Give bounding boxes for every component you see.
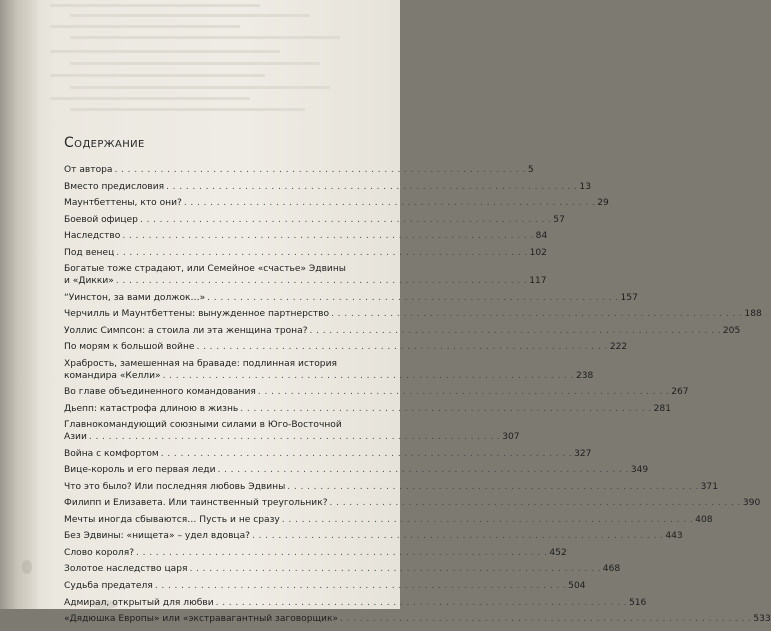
- toc-page-number: 205: [722, 325, 741, 336]
- toc-page-number: 29: [597, 198, 609, 209]
- toc-entry-title-line: Главнокомандующий союзными силами в Юго-Восточной: [64, 420, 342, 431]
- show-through-line: [50, 74, 265, 77]
- toc-entry: [64, 580, 586, 593]
- toc-entry: [64, 547, 567, 560]
- toc-leader-dots: . . . . . . . . . . . . . . . . . . . . . . . . . . . . . . . . . . . . . . . . . . . . . . . . . . . . . . . . . . . . . . .: [281, 514, 694, 525]
- toc-entry-title: Без Эдвины: «нищета» – удел вдовца?: [64, 531, 251, 542]
- toc-entry-title: Филипп и Елизавета. Или таинственный треугольник?: [64, 498, 328, 509]
- toc-entry-title: По морям к большой войне: [64, 342, 195, 353]
- toc-entry-title: «Дядюшка Европы» или «экстравагантный заговорщик»: [64, 614, 339, 625]
- show-through-line: [70, 62, 320, 65]
- toc-leader-dots: . . . . . . . . . . . . . . . . . . . . . . . . . . . . . . . . . . . . . . . . . . . . . . . . . . . . . . . . . . . . . . .: [122, 231, 534, 242]
- table-of-contents: [64, 165, 771, 631]
- toc-page-number: 307: [502, 432, 520, 443]
- toc-entry-title: Под венец: [64, 247, 115, 258]
- toc-leader-dots: . . . . . . . . . . . . . . . . . . . . . . . . . . . . . . . . . . . . . . . . . . . . . . . . . . . . . . . . . . . . . . .: [114, 165, 526, 175]
- toc-entry: [64, 481, 718, 494]
- toc-leader-dots: . . . . . . . . . . . . . . . . . . . . . . . . . . . . . . . . . . . . . . . . . . . . . . . . . . . . . . . . . . . . . . .: [166, 181, 578, 192]
- toc-page-number: 57: [553, 214, 565, 225]
- toc-page-number: 452: [549, 547, 567, 558]
- show-through-line: [50, 50, 280, 53]
- toc-leader-dots: . . . . . . . . . . . . . . . . . . . . . . . . . . . . . . . . . . . . . . . . . . . . . . . . . . . . . . . . . . . . . . .: [252, 531, 664, 542]
- toc-entry-title: Судьба предателя: [64, 580, 153, 591]
- toc-leader-dots: . . . . . . . . . . . . . . . . . . . . . . . . . . . . . . . . . . . . . . . . . . . . . . . . . . . . . . . . . . . . . . .: [160, 448, 573, 459]
- toc-entry: [64, 309, 762, 321]
- toc-entry: [64, 214, 565, 227]
- toc-leader-dots: . . . . . . . . . . . . . . . . . . . . . . . . . . . . . . . . . . . . . . . . . . . . . . . . . . . . . . . . . . . . . . .: [183, 198, 596, 209]
- toc-leader-dots: . . . . . . . . . . . . . . . . . . . . . . . . . . . . . . . . . . . . . . . . . . . . . . . . . . . . . . . . . . . . . . .: [139, 214, 552, 225]
- toc-page-number: 390: [742, 498, 761, 509]
- toc-entry: [64, 498, 761, 510]
- toc-page-number: 117: [529, 276, 547, 287]
- show-through-line: [70, 86, 330, 89]
- toc-page-number: 5: [527, 165, 534, 175]
- toc-entry: [64, 420, 520, 444]
- toc-leader-dots: . . . . . . . . . . . . . . . . . . . . . . . . . . . . . . . . . . . . . . . . . . . . . . . . . . . . . . . . . . . . . . .: [331, 309, 743, 320]
- toc-leader-dots: . . . . . . . . . . . . . . . . . . . . . . . . . . . . . . . . . . . . . . . . . . . . . . . . . . . . . . . . . . . . . . .: [215, 597, 627, 608]
- toc-entry-title: Наследство: [64, 231, 121, 242]
- show-through-line: [70, 14, 310, 17]
- toc-page-number: 188: [744, 309, 762, 320]
- toc-page-number: 533: [753, 614, 771, 625]
- page-fold-shadow: [0, 0, 40, 609]
- toc-page-number: 468: [602, 564, 621, 575]
- toc-leader-dots: . . . . . . . . . . . . . . . . . . . . . . . . . . . . . . . . . . . . . . . . . . . . . . . . . . . . . . . . . . . . . . .: [340, 614, 752, 625]
- toc-page-number: 443: [665, 531, 683, 542]
- toc-entry: [64, 358, 594, 383]
- toc-entry: [64, 292, 638, 305]
- toc-entry-title: Что это было? Или последняя любовь Эдвины: [64, 481, 286, 492]
- toc-leader-dots: . . . . . . . . . . . . . . . . . . . . . . . . . . . . . . . . . . . . . . . . . . . . . . . . . . . . . . . . . . . . . . .: [196, 342, 608, 353]
- toc-entry-title: и «Дикки»: [64, 276, 114, 287]
- toc-entry-title: Слово короля?: [64, 547, 135, 558]
- toc-page-number: 408: [695, 514, 713, 525]
- toc-entry: [64, 403, 671, 416]
- toc-leader-dots: . . . . . . . . . . . . . . . . . . . . . . . . . . . . . . . . . . . . . . . . . . . . . . . . . . . . . . . . . . . . . . .: [162, 370, 574, 381]
- toc-leader-dots: . . . . . . . . . . . . . . . . . . . . . . . . . . . . . . . . . . . . . . . . . . . . . . . . . . . . . . . . . . . . . . .: [207, 292, 619, 303]
- toc-entry-title: Дьепп: катастрофа длиною в жизнь: [64, 403, 239, 414]
- toc-leader-dots: . . . . . . . . . . . . . . . . . . . . . . . . . . . . . . . . . . . . . . . . . . . . . . . . . . . . . . . . . . . . . . .: [257, 387, 670, 398]
- toc-page-number: 102: [529, 247, 547, 258]
- toc-entry: [64, 387, 689, 399]
- toc-leader-dots: . . . . . . . . . . . . . . . . . . . . . . . . . . . . . . . . . . . . . . . . . . . . . . . . . . . . . . . . . . . . . . .: [154, 580, 567, 591]
- toc-entry-title: Вице-король и его первая леди: [64, 465, 216, 476]
- show-through-line: [50, 4, 260, 7]
- toc-leader-dots: . . . . . . . . . . . . . . . . . . . . . . . . . . . . . . . . . . . . . . . . . . . . . . . . . . . . . . . . . . . . . . .: [116, 247, 528, 258]
- toc-entry: [64, 597, 647, 610]
- toc-entry: [64, 165, 534, 177]
- toc-entry: [64, 564, 621, 576]
- toc-entry-title: От автора: [64, 165, 113, 175]
- toc-leader-dots: . . . . . . . . . . . . . . . . . . . . . . . . . . . . . . . . . . . . . . . . . . . . . . . . . . . . . . . . . . . . . . .: [287, 481, 699, 492]
- toc-entry-title-line: Богатые тоже страдают, или Семейное «счастье» Эдвины: [64, 264, 346, 275]
- toc-entry-title: Черчилль и Маунтбеттены: вынужденное партнерство: [64, 309, 330, 320]
- toc-page-number: 349: [630, 465, 649, 476]
- toc-leader-dots: . . . . . . . . . . . . . . . . . . . . . . . . . . . . . . . . . . . . . . . . . . . . . . . . . . . . . . . . . . . . . . .: [217, 465, 629, 476]
- toc-leader-dots: . . . . . . . . . . . . . . . . . . . . . . . . . . . . . . . . . . . . . . . . . . . . . . . . . . . . . . . . . . . . . . .: [309, 325, 721, 336]
- toc-entry: [64, 264, 547, 288]
- toc-page-number: 371: [700, 481, 718, 492]
- toc-entry-title: Война с комфортом: [64, 448, 159, 459]
- toc-leader-dots: . . . . . . . . . . . . . . . . . . . . . . . . . . . . . . . . . . . . . . . . . . . . . . . . . . . . . . . . . . . . . . .: [329, 498, 741, 509]
- toc-entry-title: Боевой офицер: [64, 214, 138, 225]
- toc-entry-title: Азии: [64, 432, 87, 443]
- toc-leader-dots: . . . . . . . . . . . . . . . . . . . . . . . . . . . . . . . . . . . . . . . . . . . . . . . . . . . . . . . . . . . . . . .: [136, 547, 548, 558]
- show-through-line: [50, 25, 240, 28]
- toc-entry-title: командира «Келли»: [64, 370, 161, 381]
- toc-page-number: 84: [535, 231, 548, 242]
- toc-leader-dots: . . . . . . . . . . . . . . . . . . . . . . . . . . . . . . . . . . . . . . . . . . . . . . . . . . . . . . . . . . . . . . .: [115, 276, 528, 287]
- toc-entry: [64, 181, 591, 194]
- toc-entry-title: Вместо предисловия: [64, 181, 165, 192]
- toc-entry-title: Во главе объединенного командования: [64, 387, 256, 398]
- toc-page-number: 13: [579, 181, 591, 192]
- page-title: Содержание: [64, 135, 145, 151]
- toc-entry-title-line: Храбрость, замешенная на браваде: подлинная история: [64, 358, 337, 369]
- toc-entry-title: Маунтбеттены, кто они?: [64, 198, 182, 209]
- toc-entry: [64, 531, 683, 543]
- toc-entry-title: Золотое наследство царя: [64, 564, 188, 575]
- toc-entry-title: “Уинстон, за вами должок…»: [64, 292, 206, 303]
- toc-page-number: 516: [628, 597, 647, 608]
- toc-page-number: 327: [574, 448, 592, 459]
- show-through-text: [50, 0, 370, 120]
- toc-page-number: 222: [609, 342, 628, 353]
- toc-entry: [64, 231, 548, 243]
- toc-leader-dots: . . . . . . . . . . . . . . . . . . . . . . . . . . . . . . . . . . . . . . . . . . . . . . . . . . . . . . . . . . . . . . .: [88, 432, 501, 443]
- toc-page-number: 157: [620, 292, 638, 303]
- toc-entry: [64, 614, 771, 626]
- paper-stain: [22, 560, 32, 574]
- toc-page-number: 504: [568, 580, 586, 591]
- toc-entry-title: Мечты иногда сбываются… Пусть и не сразу: [64, 514, 280, 525]
- toc-leader-dots: . . . . . . . . . . . . . . . . . . . . . . . . . . . . . . . . . . . . . . . . . . . . . . . . . . . . . . . . . . . . . . .: [189, 564, 601, 575]
- toc-entry: [64, 514, 713, 527]
- toc-entry: [64, 198, 609, 210]
- toc-leader-dots: . . . . . . . . . . . . . . . . . . . . . . . . . . . . . . . . . . . . . . . . . . . . . . . . . . . . . . . . . . . . . . .: [240, 403, 652, 414]
- toc-entry: [64, 247, 547, 260]
- toc-page-number: 281: [653, 403, 671, 414]
- toc-entry: [64, 342, 628, 354]
- toc-entry-title: Адмирал, открытый для любви: [64, 597, 214, 608]
- show-through-line: [70, 36, 340, 39]
- toc-entry: [64, 465, 649, 477]
- toc-entry-title: Уоллис Симпсон: а стоила ли эта женщина трона?: [64, 325, 308, 336]
- show-through-line: [70, 108, 305, 111]
- show-through-line: [50, 97, 250, 100]
- toc-entry: [64, 448, 592, 461]
- toc-page-number: 238: [575, 370, 594, 381]
- toc-page-number: 267: [671, 387, 689, 398]
- toc-entry: [64, 325, 741, 338]
